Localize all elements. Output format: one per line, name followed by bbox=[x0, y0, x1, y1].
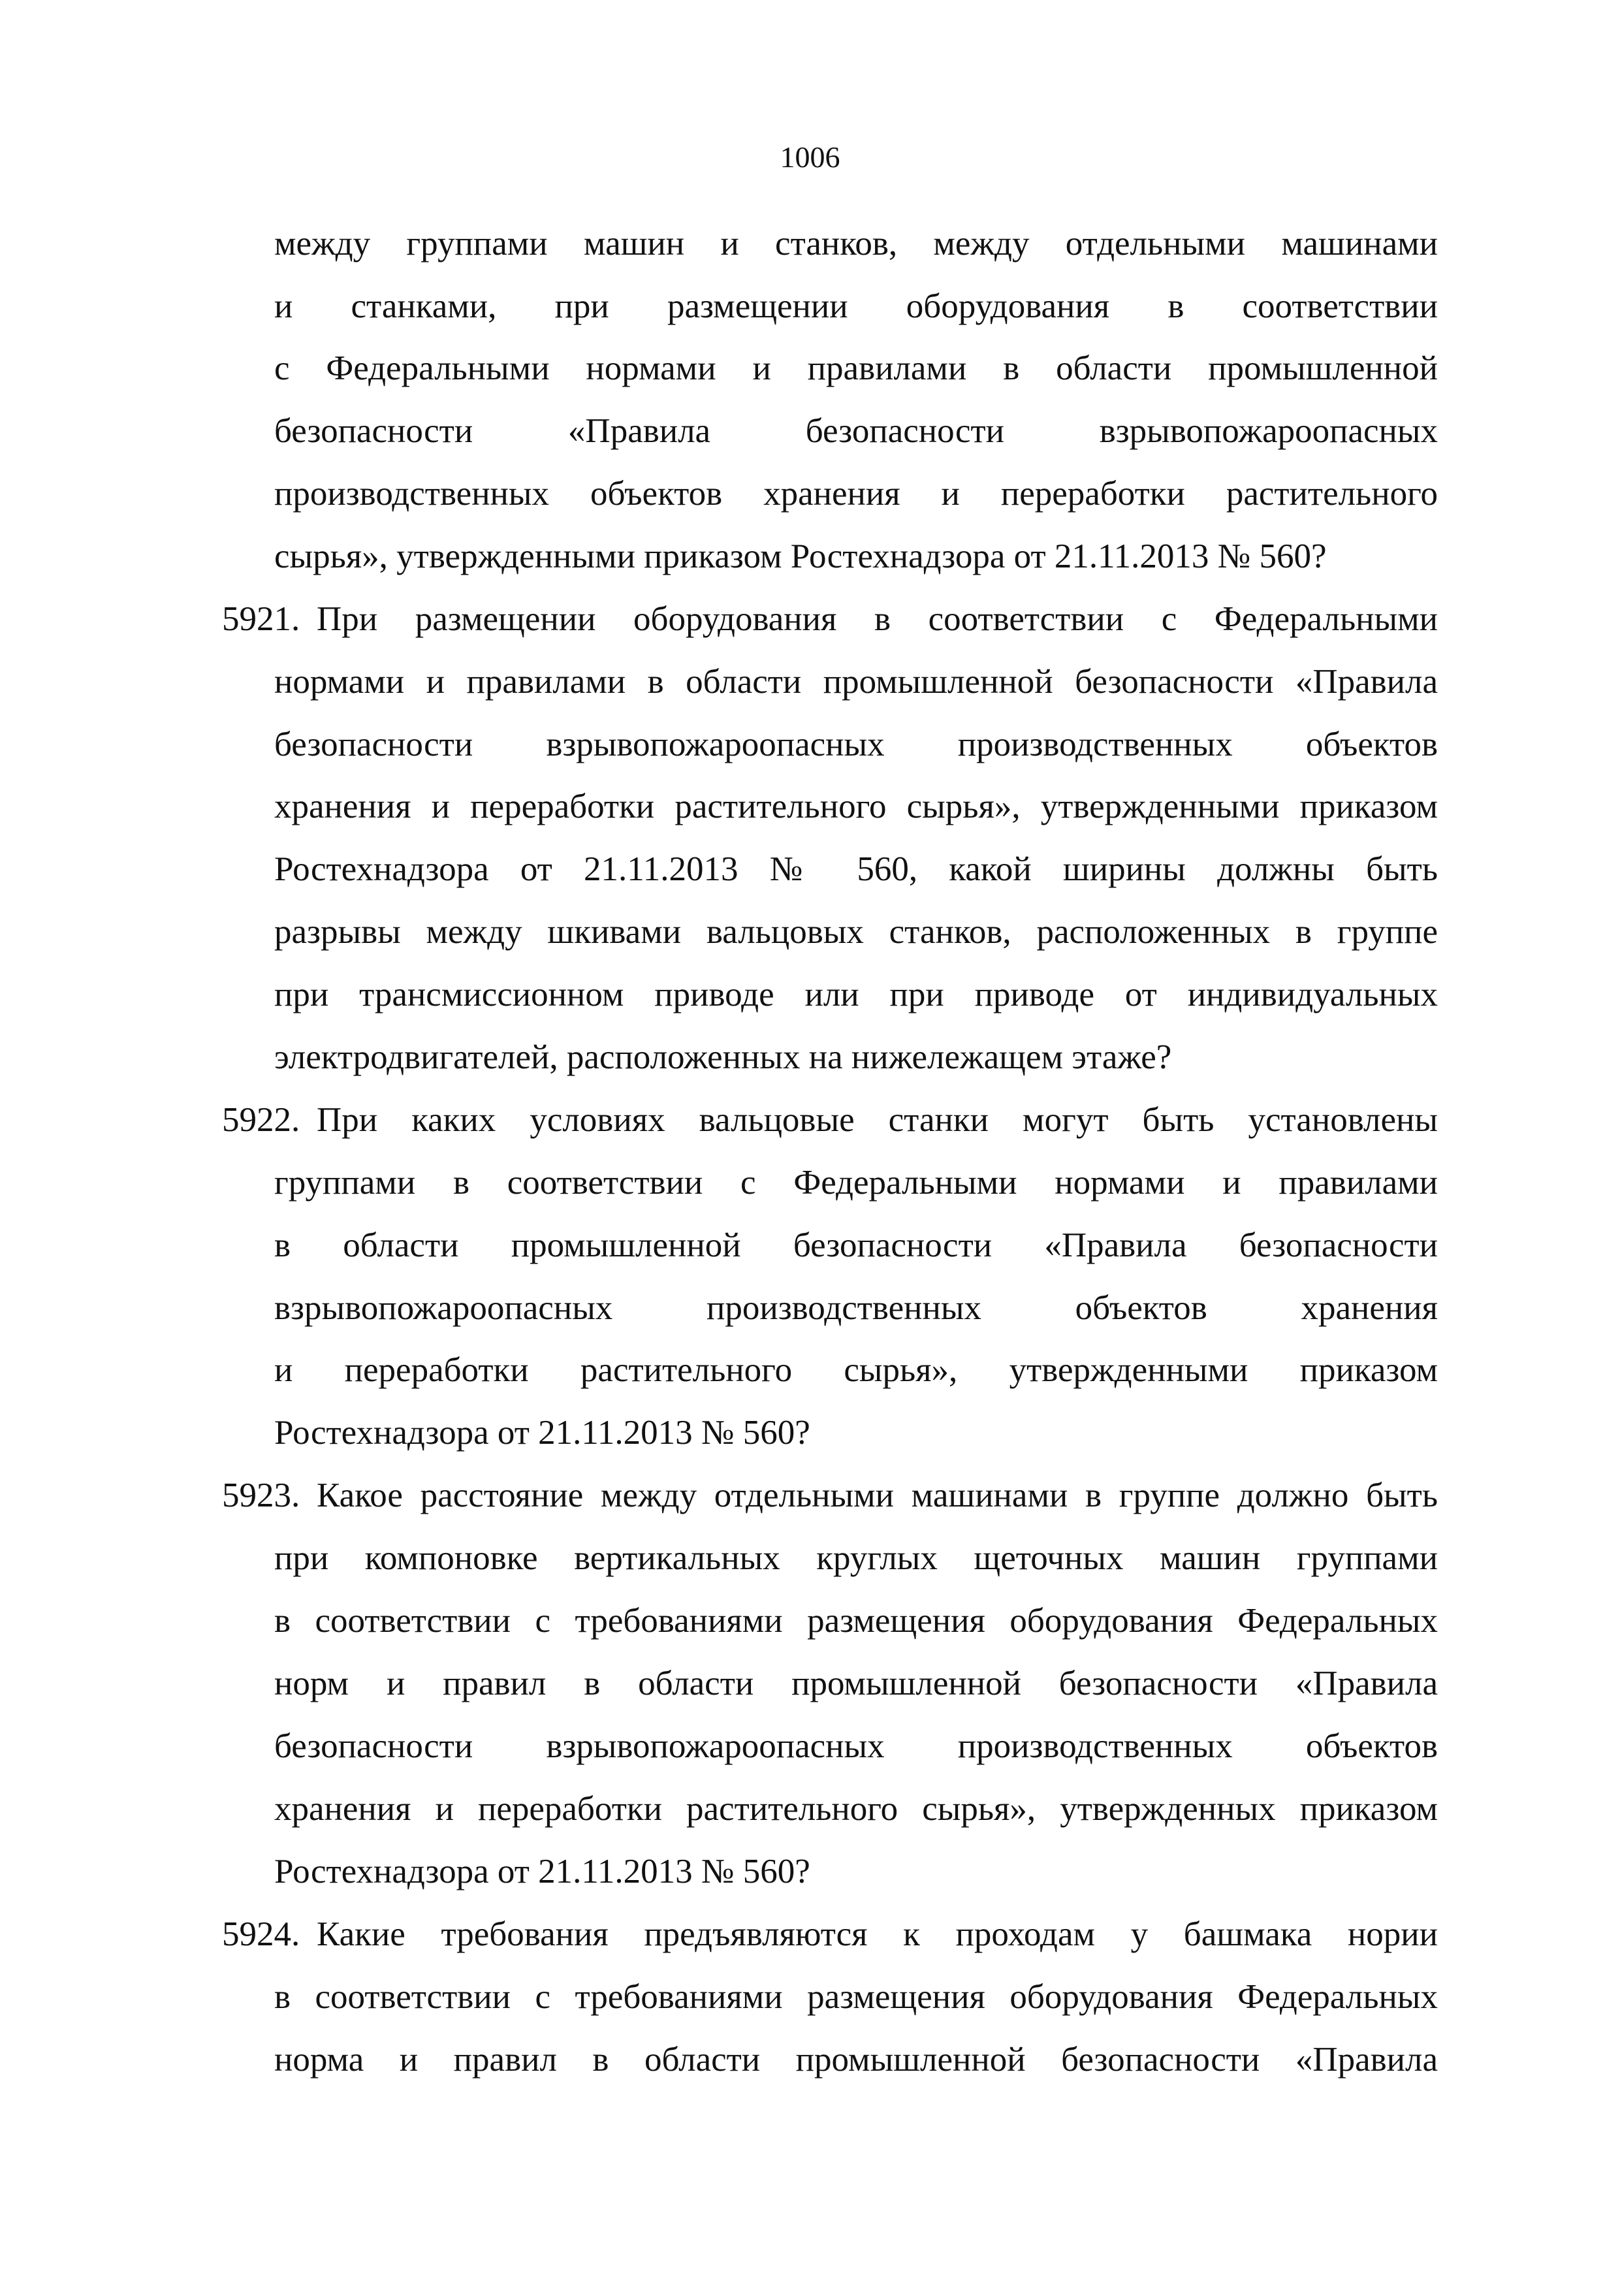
text-line: электродвигателей, расположенных на нижележащем этаже? bbox=[274, 1038, 1172, 1076]
text-line: При размещении оборудования в соответствии с Федеральными bbox=[317, 600, 1438, 638]
text-line: при трансмиссионном приводе или при приводе от индивидуальных bbox=[274, 976, 1438, 1013]
text-line: нормами и правилами в области промышленной безопасности «Правила bbox=[274, 663, 1438, 701]
text-line: Какие требования предъявляются к проходам у башмака нории bbox=[317, 1915, 1438, 1953]
text-line: разрывы между шкивами вальцовых станков, расположенных в группе bbox=[274, 913, 1438, 951]
text-line: группами в соответствии с Федеральными нормами и правилами bbox=[274, 1164, 1438, 1202]
text-line: сырья», утвержденными приказом Ростехнадзора от 21.11.2013 № 560? bbox=[274, 537, 1327, 575]
text-line: и станками, при размещении оборудования в соответствии bbox=[274, 287, 1438, 325]
text-line: Ростехнадзора от 21.11.2013 № 560? bbox=[274, 1853, 810, 1890]
text-line: Ростехнадзора от 21.11.2013 № 560, какой ширины должны быть bbox=[274, 850, 1438, 888]
question-number: 5923. bbox=[222, 1476, 300, 1514]
question-number: 5924. bbox=[222, 1915, 300, 1953]
text-line: и переработки растительного сырья», утвержденными приказом bbox=[274, 1351, 1438, 1389]
page-number: 1006 bbox=[780, 140, 840, 174]
text-line: при компоновке вертикальных круглых щеточных машин группами bbox=[274, 1539, 1438, 1577]
question-number: 5921. bbox=[222, 600, 300, 638]
text-line: Ростехнадзора от 21.11.2013 № 560? bbox=[274, 1414, 810, 1452]
text-line: в соответствии с требованиями размещения оборудования Федеральных bbox=[274, 1978, 1438, 2016]
text-line: производственных объектов хранения и переработки растительного bbox=[274, 475, 1438, 513]
text-line: между группами машин и станков, между отдельными машинами bbox=[274, 225, 1438, 263]
text-line: хранения и переработки растительного сырья», утвержденными приказом bbox=[274, 788, 1438, 825]
text-line: с Федеральными нормами и правилами в области промышленной bbox=[274, 349, 1438, 387]
text-line: При каких условиях вальцовые станки могут быть установлены bbox=[317, 1101, 1438, 1139]
text-line: безопасности «Правила безопасности взрывопожароопасных bbox=[274, 412, 1438, 450]
text-line: взрывопожароопасных производственных объектов хранения bbox=[274, 1289, 1438, 1327]
text-line: в области промышленной безопасности «Правила безопасности bbox=[274, 1226, 1438, 1264]
text-line: безопасности взрывопожароопасных производственных объектов bbox=[274, 725, 1438, 763]
question-number: 5922. bbox=[222, 1101, 300, 1139]
text-line: норм и правил в области промышленной безопасности «Правила bbox=[274, 1665, 1438, 1702]
text-line: в соответствии с требованиями размещения оборудования Федеральных bbox=[274, 1602, 1438, 1640]
text-line: безопасности взрывопожароопасных производственных объектов bbox=[274, 1727, 1438, 1765]
text-line: норма и правил в области промышленной безопасности «Правила bbox=[274, 2041, 1438, 2079]
text-line: хранения и переработки растительного сырья», утвержденных приказом bbox=[274, 1790, 1438, 1828]
text-line: Какое расстояние между отдельными машинами в группе должно быть bbox=[317, 1476, 1438, 1514]
